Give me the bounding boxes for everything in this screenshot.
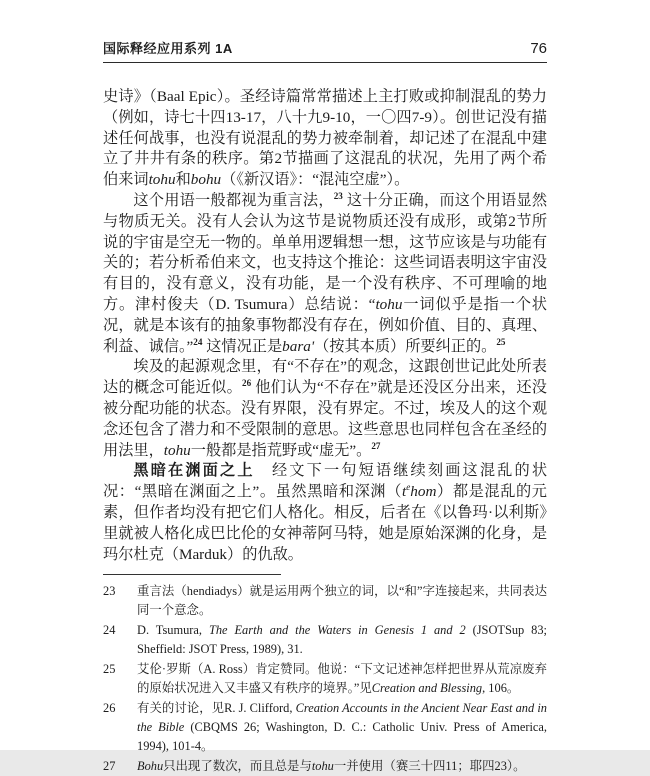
paragraph-darkness-over-deep: 黑暗在渊面之上 经文下一句短语继续刻画这混乱的状况：“黑暗在渊面之上”。虽然黑暗和深渊$(t^ehom)$都是混乱的元素，但作者均没有把它们人格化。相反，后者在《以鲁玛·以利斯》里就被人格化成巴比伦的女神蒂阿马特，她是原始深渊的化身，是玛尔杜克（Marduk）的仇敌。: [103, 462, 548, 563]
footnote-text: 重言法（hendiadys）就是运用两个独立的词，以“和”字连接起来，共同表达同一个意念。: [137, 584, 547, 618]
body-text: [103, 87, 547, 565]
paragraph-egypt-nonexistence: 埃及的起源观念里，有“不存在”的观念，这跟创世记此处所表达的概念可能近似。$^{26}$ 他们认为“不存在”就是还没区分出来，还没被分配功能的状态。没有界限，没有界定。不过，埃及人的这个观念还包含了潜力和不受限制的意思。这些意思也同样包含在圣经的用法里，tohu一般都是指荒野或“虚无”。$^{27}$: [103, 358, 547, 459]
footnote-text: 艾伦·罗斯（A. Ross）肯定赞同。他说：“下文记述神怎样把世界从荒凉废弃的原始状况进入又丰盛又有秩序的境界。”见Creation and Blessing, 106。: [137, 662, 547, 696]
footnote-27: [103, 757, 547, 776]
running-head-series-title: 国际释经应用系列 1A: [103, 41, 233, 56]
page-header: [103, 38, 547, 57]
footnote-separator: [103, 574, 281, 575]
footnote-25: [103, 660, 547, 698]
footnote-text: Bohu只出现了数次，而且总是与tohu一并使用（赛三十四11；耶四23）。: [137, 759, 526, 774]
header-rule: [103, 62, 547, 63]
footnote-text: 有关的讨论，见R. J. Clifford, Creation Accounts in the Ancient Near East and in the Bible (CBQMS 26; Washington, D. C.: Catholic Univ. Press of America, 1994), 101-4。: [137, 701, 547, 754]
footnote-number: 23: [103, 584, 116, 599]
footnote-text: D. Tsumura, The Earth and the Waters in Genesis 1 and 2 (JSOTSup 83; Sheffield: JSOT Press, 1989), 31.: [137, 623, 547, 657]
paragraph-continuation: 史诗》（Baal Epic）。圣经诗篇常常描述上主打败或抑制混乱的势力（例如，诗七十四13-17，八十九9-10，一〇四7-9）。创世记没有描述任何战事，也没有说混乱的势力被牵制着，却记述了在混乱中建立了井井有条的秩序。第2节描画了这混乱的状况，先用了两个希伯来词tohu和bohu（《新汉语》：“混沌空虚”）。: [103, 88, 547, 189]
footnote-number: 26: [103, 701, 116, 716]
footnote-26: [103, 699, 547, 756]
paragraph-hendiadys: 这个用语一般都视为重言法，$^{23}$ 这十分正确，而这个用语显然与物质无关。没有人会认为这节是说物质还没有成形，或第2节所说的宇宙是空无一物的。单单用逻辑想一想，这节应该是与功能有关的；若分析希伯来文，也支持这个推论：这些词语表明这宇宙没有目的，没有意义，没有功能，是一个没有秩序、不可理喻的地方。津村俊夫（D. Tsumura）总结说：“tohu一词似乎是指一个状况，就是本该有的抽象事物都没有存在，例如价值、目的、真理、利益、诚信。”$^{24}$ 这情况正是bara'（按其本质）所要纠正的。$^{25}$: [103, 190, 548, 355]
footnote-number: 25: [103, 662, 116, 677]
footnote-23: [103, 582, 547, 620]
footnote-number: 24: [103, 623, 116, 638]
footnote-24: [103, 621, 547, 659]
footnote-number: 27: [103, 759, 116, 774]
footnotes-section: [103, 582, 547, 776]
page-number: 76: [530, 40, 547, 57]
